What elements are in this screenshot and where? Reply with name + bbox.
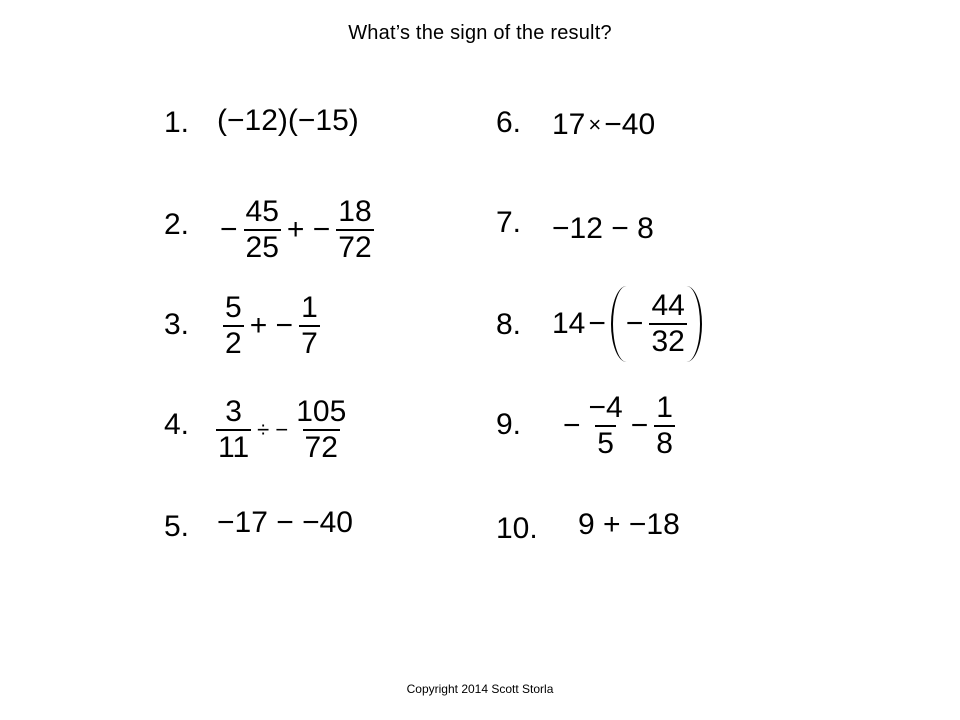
fraction-denominator: 25 <box>245 231 279 264</box>
problem-9-fraction-2 <box>654 392 675 460</box>
fraction-numerator: 1 <box>656 391 673 424</box>
fraction-denominator: 72 <box>338 231 372 264</box>
problem-9-lead-sign: − <box>563 409 581 442</box>
fraction-numerator: 45 <box>245 195 279 228</box>
fraction-numerator: 44 <box>651 289 685 322</box>
fraction-denominator: 7 <box>301 327 318 360</box>
problem-4-fraction-1 <box>216 396 251 464</box>
problem-6-expression <box>552 110 655 140</box>
problem-2-lead-sign: − <box>220 213 238 246</box>
fraction-denominator: 8 <box>656 427 673 460</box>
problem-10-expression <box>578 510 680 540</box>
fraction-numerator: 105 <box>296 395 347 428</box>
fraction-numerator: 18 <box>338 195 372 228</box>
problem-8-left: 14 <box>552 307 586 340</box>
problem-7-expression <box>552 214 654 244</box>
problem-1-number: 1. <box>164 106 190 139</box>
problem-4-number: 4. <box>164 408 190 441</box>
problem-4-fraction-2 <box>294 396 348 464</box>
problem-8-number: 8. <box>496 308 522 341</box>
problem-8-expression <box>552 286 702 362</box>
problem-9-operator: − <box>630 409 649 442</box>
fraction-denominator: 2 <box>225 327 242 360</box>
problem-3-fraction-2 <box>299 292 320 360</box>
problem-2-number: 2. <box>164 208 190 241</box>
problem-10-number: 10. <box>496 512 538 545</box>
problem-7-text: −12 − 8 <box>552 212 654 245</box>
problem-2-fraction-1 <box>244 196 281 264</box>
problem-5-expression <box>217 508 353 538</box>
problem-9-fraction-1 <box>587 392 625 460</box>
problem-6-left: 17 <box>552 108 586 141</box>
problem-2-operator: + − <box>286 213 331 246</box>
problem-6-right: −40 <box>604 108 656 141</box>
fraction-denominator: 72 <box>304 431 338 464</box>
problem-1-expression <box>217 106 359 136</box>
fraction-numerator: −4 <box>588 391 623 424</box>
problem-8-parentheses <box>611 286 702 362</box>
problem-5-number: 5. <box>164 510 190 543</box>
problem-1-text: (−12)(−15) <box>217 104 359 137</box>
problem-7-number: 7. <box>496 206 522 239</box>
problem-6-operator: × <box>588 112 602 137</box>
copyright-footer: Copyright 2014 Scott Storla <box>406 682 554 696</box>
problem-8-inner-sign: − <box>625 307 644 340</box>
problem-3-expression <box>220 292 323 360</box>
fraction-numerator: 3 <box>225 395 242 428</box>
problem-6-number: 6. <box>496 106 522 139</box>
problem-5-text: −17 − −40 <box>217 506 353 539</box>
fraction-denominator: 32 <box>651 325 685 358</box>
fraction-numerator: 1 <box>301 291 318 324</box>
problem-4-expression <box>213 396 351 464</box>
problem-3-number: 3. <box>164 308 190 341</box>
problem-10-text: 9 + −18 <box>578 508 680 541</box>
page-title: What’s the sign of the result? <box>348 22 612 44</box>
problem-3-operator: + − <box>249 309 294 342</box>
problem-8-fraction <box>649 290 686 358</box>
problem-2-expression <box>217 196 377 264</box>
problem-9-expression <box>560 392 678 460</box>
problem-9-number: 9. <box>496 408 522 441</box>
problem-3-fraction-1 <box>223 292 244 360</box>
problem-2-fraction-2 <box>336 196 373 264</box>
fraction-denominator: 5 <box>597 427 614 460</box>
problem-8-operator: − <box>588 307 606 340</box>
fraction-denominator: 11 <box>218 431 250 464</box>
problem-4-operator: ÷ − <box>257 417 289 442</box>
fraction-numerator: 5 <box>225 291 242 324</box>
